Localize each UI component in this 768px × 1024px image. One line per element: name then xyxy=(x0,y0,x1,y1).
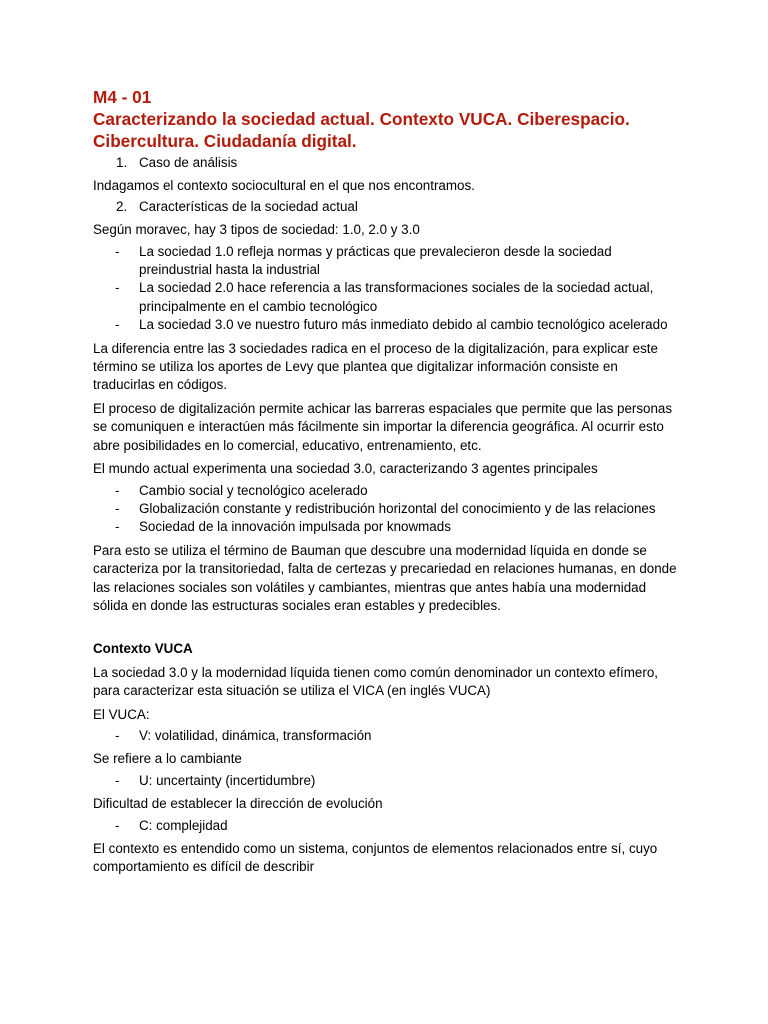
bullet-list-item: - Globalización constante y redistribución horizontal del conocimiento y de las relaciones xyxy=(93,500,683,518)
paragraph: El contexto es entendido como un sistema, conjuntos de elementos relacionados entre sí, cuyo comportamiento es difícil de describir xyxy=(93,841,658,875)
ordered-list xyxy=(93,198,683,216)
ordered-list-item: 2. Características de la sociedad actual xyxy=(116,198,358,214)
bullet-list-item: - La sociedad 2.0 hace referencia a las transformaciones sociales de la sociedad actual, principalmente en el cambio tecnológico xyxy=(93,279,683,316)
bullet-list-item: - La sociedad 3.0 ve nuestro futuro más inmediato debido al cambio tecnológico acelerado xyxy=(93,316,683,334)
section-heading: Contexto VUCA xyxy=(93,641,193,657)
list-item-text: Caso de análisis xyxy=(139,155,238,170)
document-title-line-2: Cibercultura. Ciudadanía digital. xyxy=(93,131,357,151)
paragraph: Dificultad de establecer la dirección de evolución xyxy=(93,796,383,812)
ordered-list xyxy=(93,154,683,172)
bullet-list xyxy=(93,727,683,745)
bullet-list xyxy=(93,817,683,835)
list-item-text: Características de la sociedad actual xyxy=(139,198,358,214)
paragraph: Se refiere a lo cambiante xyxy=(93,751,242,767)
bullet-list-item: - Sociedad de la innovación impulsada por knowmads xyxy=(93,518,683,536)
bullet-list-item: - La sociedad 1.0 refleja normas y prácticas que prevalecieron desde la sociedad preindustrial hasta la industrial xyxy=(93,243,683,280)
bullet-list-item: - V: volatilidad, dinámica, transformación xyxy=(93,727,683,745)
paragraph: La sociedad 3.0 y la modernidad líquida tienen como común denominador un contexto efímero, para caracterizar esta situación se utiliza el VICA (en inglés VUCA) xyxy=(93,664,658,699)
document-code: M4 - 01 xyxy=(93,87,152,107)
ordered-list-item: 1. Caso de análisis xyxy=(116,155,238,170)
bullet-list-item: - Cambio social y tecnológico acelerado xyxy=(93,482,683,500)
bullet-list xyxy=(93,482,683,537)
bullet-list xyxy=(93,243,683,335)
bullet-list-item: - U: uncertainty (incertidumbre) xyxy=(93,772,683,790)
document-title-line-1: Caracterizando la sociedad actual. Contexto VUCA. Ciberespacio. xyxy=(93,109,630,129)
bullet-list xyxy=(93,772,683,790)
paragraph: El VUCA: xyxy=(93,706,150,722)
paragraph: Indagamos el contexto sociocultural en el que nos encontramos. xyxy=(93,178,475,194)
bullet-list-item: - C: complejidad xyxy=(93,817,683,835)
paragraph: El mundo actual experimenta una sociedad 3.0, caracterizando 3 agentes principales xyxy=(93,461,598,477)
paragraph: Para esto se utiliza el término de Bauman que descubre una modernidad líquida en donde se caracteriza por la transitoriedad, falta de certezas y precariedad en relaciones humanas, en donde las relaciones sociales son volátiles y cambiantes, mientras que antes había una modernidad sólida en donde las estructuras sociales eran estables y predecibles. xyxy=(93,542,677,613)
document-page xyxy=(93,86,683,877)
paragraph: La diferencia entre las 3 sociedades radica en el proceso de la digitalización, para explicar este término se utiliza los aportes de Levy que plantea que digitalizar información consiste en traducirlas en códigos. xyxy=(93,340,658,393)
paragraph: Según moravec, hay 3 tipos de sociedad: 1.0, 2.0 y 3.0 xyxy=(93,222,420,238)
paragraph: El proceso de digitalización permite achicar las barreras espaciales que permite que las personas se comuniquen e interactúen más fácilmente sin importar la diferencia geográfica. Al ocurrir esto abre posibilidades en lo comercial, educativo, entrenamiento, etc. xyxy=(93,400,673,453)
